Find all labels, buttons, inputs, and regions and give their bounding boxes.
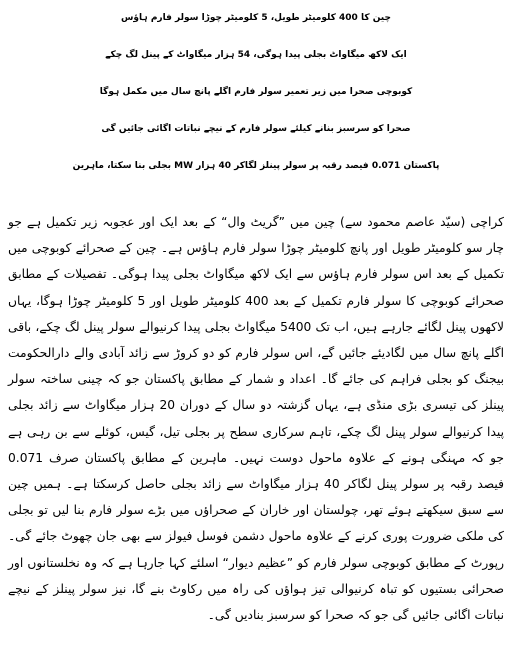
headline-main: چین کا 400 کلومیٹر طویل، 5 کلومیٹر چوڑا سولر فارم ہاؤس [121, 13, 391, 23]
headline-sub-1: ایک لاکھ میگاواٹ بجلی پیدا ہوگی، 54 ہزار میگاواٹ کے پینل لگ چکے [105, 50, 407, 60]
headline-sub-4: پاکستان 0.071 فیصد رقبہ پر سولر پینلز لگاکر 40 ہزار MW بجلی بنا سکتا، ماہرین [72, 161, 440, 171]
article-body: کراچی (سیّد عاصم محمود سے) چین میں ”گریٹ وال“ کے بعد ایک اور عجوبہ زیر تکمیل ہے جو چار سو کلومیٹر طویل اور پانچ کلومیٹر چوڑا سولر فارم ہاؤس ہے۔ چین کے صحرائے کوبوچی میں تکمیل کے بعد اس سولر فارم ہاؤس سے ایک لاکھ میگاواٹ بجلی پیدا ہوگی۔ تفصیلات کے مطابق صحرائے کوبوچی کا سولر فارم تکمیل کے بعد 400 کلومیٹر طویل اور 5 کلومیٹر چوڑا ہوگا، یہاں لاکھوں پینل لگائے جارہے ہیں، اب تک 5400 میگاواٹ بجلی پیدا کرنیوالے سولر پینل لگ چکے، باقی اگلے پانچ سال میں لگادیئے جائیں گے، اس سولر فارم کو دو کروڑ سے زائد آبادی والے دارالحکومت بیجنگ کو بجلی فراہم کی جائے گا۔ اعداد و شمار کے مطابق پاکستان جو کہ چینی ساختہ سولر پینلز کی تیسری بڑی منڈی ہے، یہاں گزشتہ دو سال کے دوران 20 ہزار میگاواٹ سے زائد بجلی پیدا کرنیوالے سولر پینل لگ چکے، تاہم سرکاری سطح پر بجلی تیل، گیس، کوئلے سے بن رہی ہے جو کہ مہنگی ہونے کے علاوہ ماحول دوست نہیں۔ ماہرین کے مطابق پاکستان صرف 0.071 فیصد رقبہ پر سولر پینل لگاکر 40 ہزار میگاواٹ سے زائد بجلی حاصل کرسکتا ہے۔ ہمیں چین سے سبق سیکھتے ہوئے تھر، چولستان اور خاران کے صحراؤں میں بڑے سولر فارم بنا لیں تو بجلی کی ملکی ضرورت پوری کرنے کے علاوہ ماحول دشمن فوسل فیولز سے بھی جان چھوٹ جائے گی۔ رپورٹ کے مطابق کوبوچی سولر فارم کو ”عظیم دیوار“ اسلئے کہا جارہا ہے کہ وہ نخلستانوں اور صحرائی بستیوں کو تباہ کرنیوالی تیز ہواؤں کی راہ میں رکاوٹ بنے گا، نیز سولر پینلز کے نیچے نباتات اگائی جائیں گی جو کہ صحرا کو سرسبز بنادیں گی۔ [8, 215, 504, 623]
headline-sub-2: کوبوچی صحرا میں زیر تعمیر سولر فارم اگلے پانچ سال میں مکمل ہوگا [99, 87, 413, 97]
headline-sub-3: صحرا کو سرسبز بنانے کیلئے سولر فارم کے نیچے نباتات اگائی جائیں گی [101, 124, 411, 134]
